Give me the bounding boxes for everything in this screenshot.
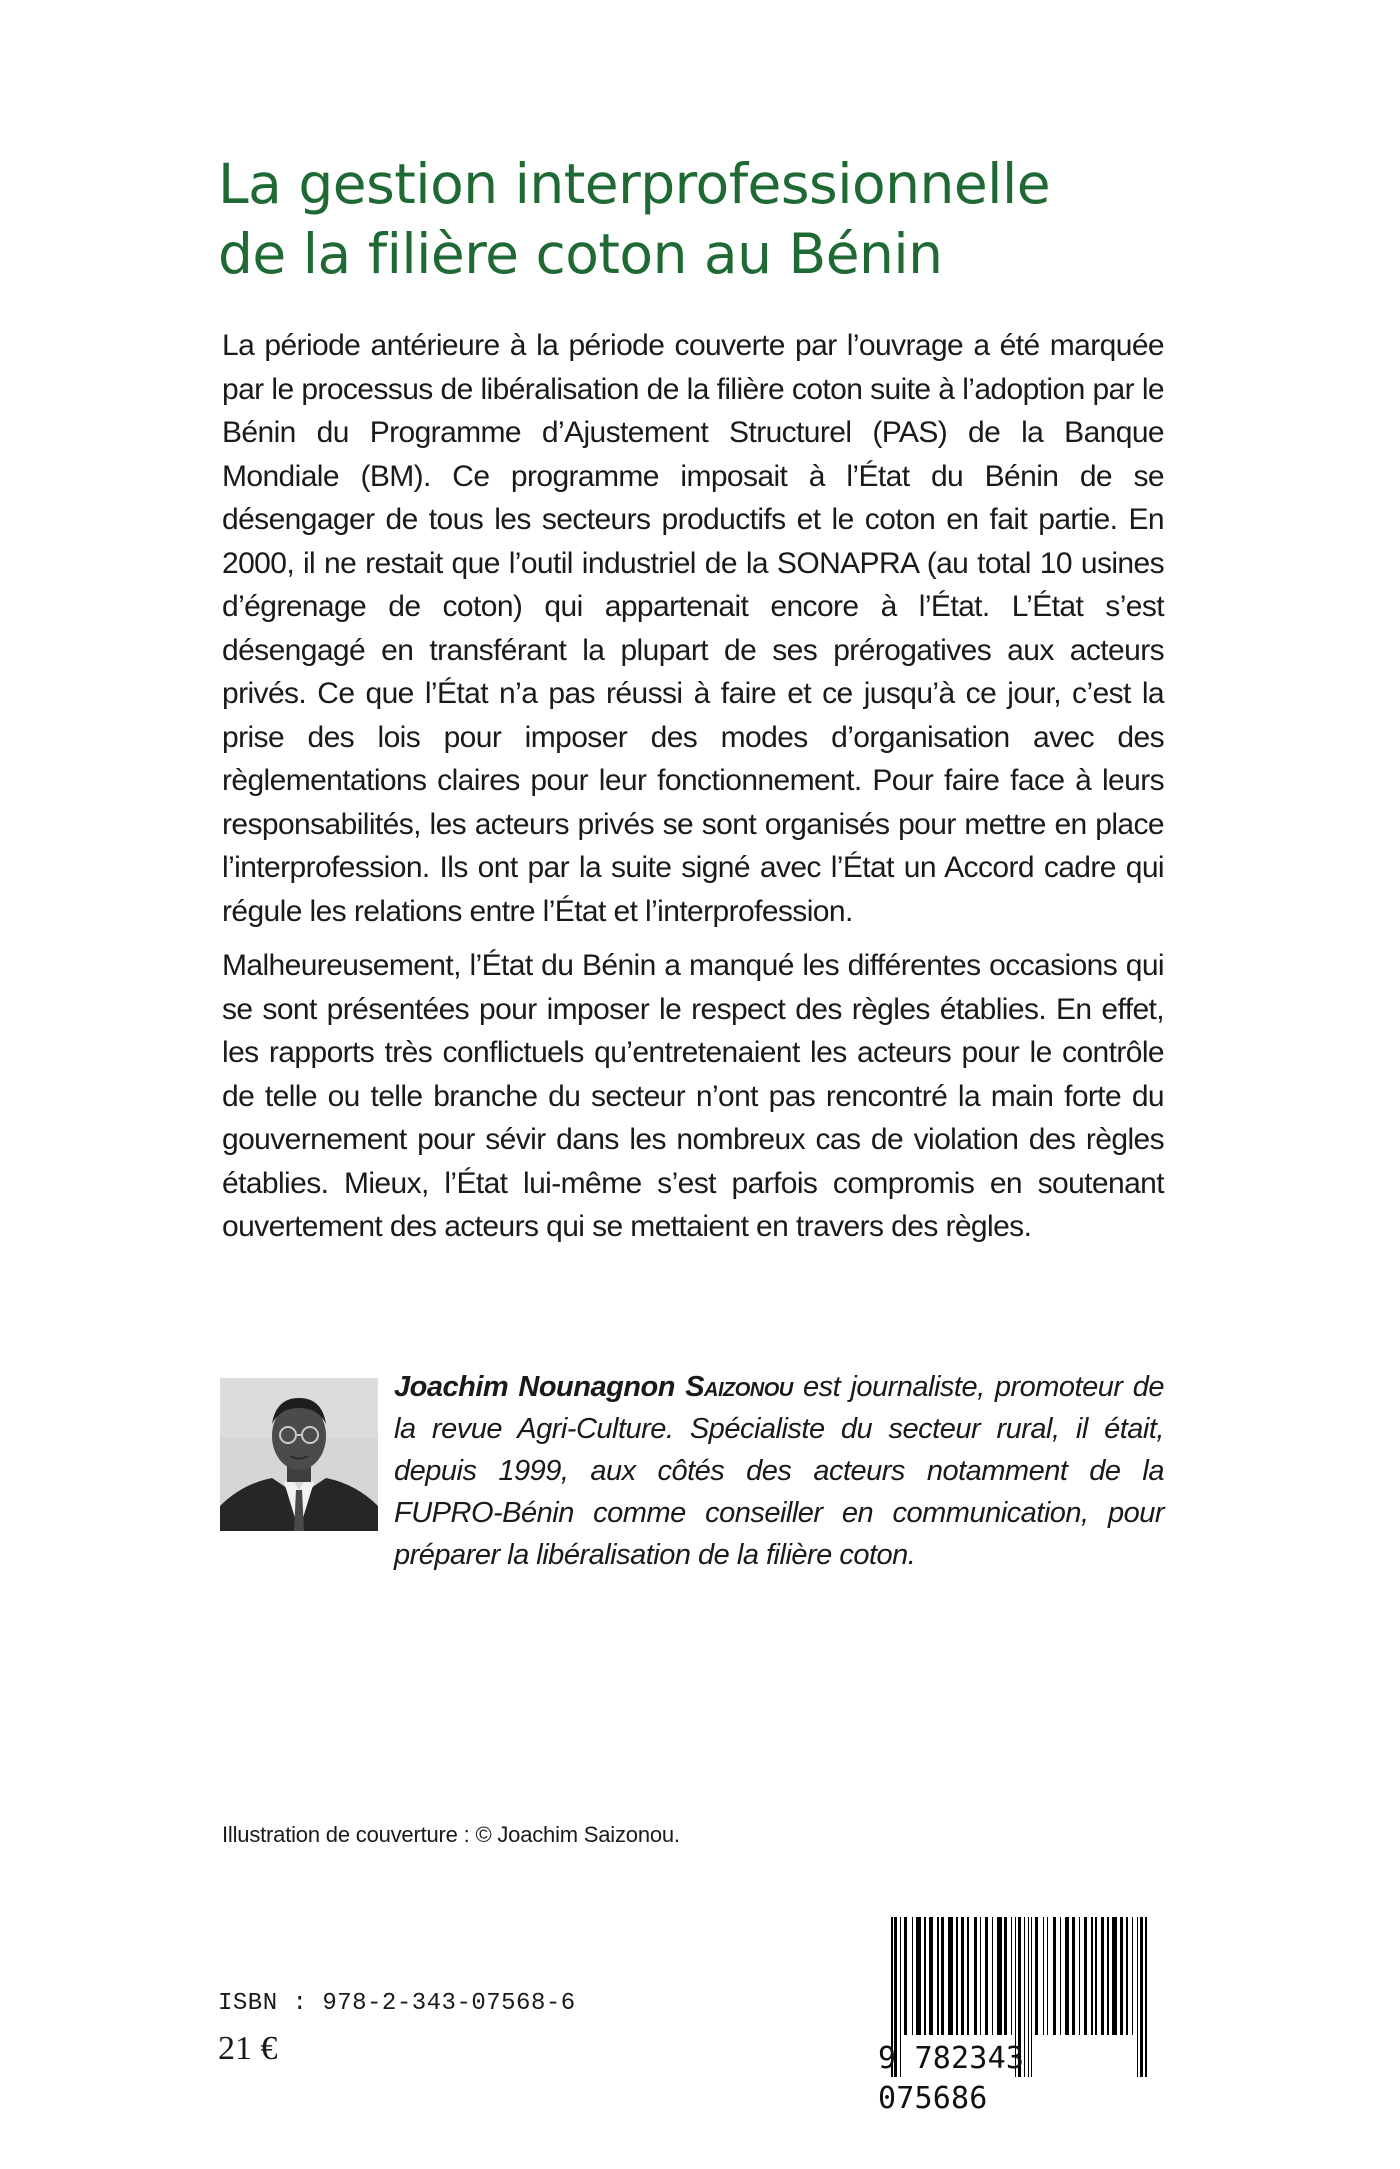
barcode-bar bbox=[1084, 1917, 1087, 2035]
barcode-bar bbox=[1079, 1917, 1081, 2035]
barcode-bar bbox=[1091, 1917, 1093, 2035]
barcode-digits: 9 782343 075686 bbox=[878, 2041, 1025, 2116]
barcode bbox=[878, 1917, 1148, 2116]
author-surname: Saizonou bbox=[685, 1371, 793, 1403]
barcode-bar bbox=[1065, 1917, 1070, 2035]
isbn: ISBN : 978-2-343-07568-6 bbox=[218, 1990, 576, 2017]
barcode-bars bbox=[890, 1917, 1148, 2049]
barcode-bar bbox=[1060, 1917, 1062, 2035]
author-bio bbox=[394, 1366, 1164, 1576]
barcode-bar bbox=[956, 1917, 958, 2035]
author-first-names: Joachim Nounagnon bbox=[394, 1371, 675, 1403]
barcode-bar bbox=[929, 1917, 932, 2035]
summary-paragraph-2: Malheureusement, l’État du Bénin a manqué les différentes occasions qui se sont présentées pour imposer le respect des règles établies. En effet, les rapports très conflictuels qu’entretenaient les acteurs pour le contrôle de telle ou telle branche du secteur n’ont pas rencontré la main forte du gouvernement pour sévir dans les nombreux cas de violation des règles établies. Mieux, l’État lui-même s’est parfois compromis en soutenant ouvertement des acteurs qui se mettaient en travers des règles. bbox=[222, 949, 1164, 1243]
author-portrait-image bbox=[220, 1378, 378, 1531]
book-title bbox=[218, 150, 1218, 290]
barcode-bar bbox=[1132, 1917, 1134, 2035]
barcode-bar bbox=[980, 1917, 982, 2035]
barcode-bar bbox=[912, 1917, 914, 2035]
barcode-bar bbox=[1120, 1917, 1123, 2035]
barcode-bar bbox=[1053, 1917, 1056, 2035]
barcode-bar bbox=[1035, 1917, 1038, 2035]
barcode-bar bbox=[924, 1917, 926, 2035]
barcode-bar bbox=[985, 1917, 988, 2035]
barcode-bar bbox=[941, 1917, 944, 2035]
barcode-bar bbox=[948, 1917, 953, 2035]
summary-paragraph-1: La période antérieure à la période couverte par l’ouvrage a été marquée par le processus de libéralisation de la filière coton suite à l’adoption par le Bénin du Programme d’Ajustement Structurel (PAS) de la Banque Mondiale (BM). Ce programme imposait à l’État du Bénin de se désengager de tous les secteurs productifs et le coton en fait partie. En 2000, il ne restait que l’outil industriel de la SONAPRA (au total 10 usines d’égrenage de coton) qui appartenait encore à l’État. L’État s’est désengagé en transférant la plupart de ses prérogatives aux acteurs privés. Ce que l’État n’a pas réussi à faire et ce jusqu’à ce jour, c’est la prise des lois pour imposer des modes d’organisation avec des règlementations claires pour leur fonctionnement. Pour faire face à leurs responsabilités, les acteurs privés se sont organisés pour mettre en place l’interprofession. Ils ont par la suite signé avec l’État un Accord cadre qui régule les relations entre l’État et l’interprofession. bbox=[222, 329, 1164, 928]
barcode-bar bbox=[1004, 1917, 1007, 2035]
barcode-bar bbox=[992, 1917, 994, 2035]
book-title-line-1: La gestion interprofessionnelle bbox=[218, 152, 1051, 216]
barcode-bar bbox=[1043, 1917, 1045, 2035]
barcode-bar bbox=[961, 1917, 964, 2035]
barcode-bar bbox=[937, 1917, 939, 2035]
barcode-bar bbox=[1126, 1917, 1128, 2035]
barcode-bar bbox=[1107, 1917, 1109, 2035]
barcode-bar bbox=[904, 1917, 907, 2035]
price: 21 € bbox=[218, 2030, 278, 2067]
barcode-bar bbox=[916, 1917, 921, 2035]
barcode-bar bbox=[974, 1917, 977, 2035]
barcode-bar bbox=[967, 1917, 969, 2035]
barcode-bar bbox=[1047, 1917, 1049, 2035]
book-title-line-2: de la filière coton au Bénin bbox=[218, 221, 943, 286]
barcode-bar bbox=[1072, 1917, 1075, 2035]
illustration-credit: Illustration de couverture : © Joachim Saizonou. bbox=[222, 1822, 680, 1847]
barcode-bar bbox=[997, 1917, 1002, 2035]
author-photo bbox=[220, 1378, 378, 1531]
barcode-bar bbox=[1095, 1917, 1097, 2035]
barcode-bar bbox=[1011, 1917, 1013, 2035]
barcode-bar bbox=[1112, 1917, 1117, 2035]
author-bio-text: est journaliste, promoteur de la revue Agri-Culture. Spécialiste du secteur rural, il était, depuis 1999, aux côtés des acteurs notamment de la FUPRO-Bénin comme conseiller en communication, pour préparer la libéralisation de la filière coton. bbox=[394, 1371, 1165, 1571]
barcode-bar bbox=[1101, 1917, 1104, 2035]
